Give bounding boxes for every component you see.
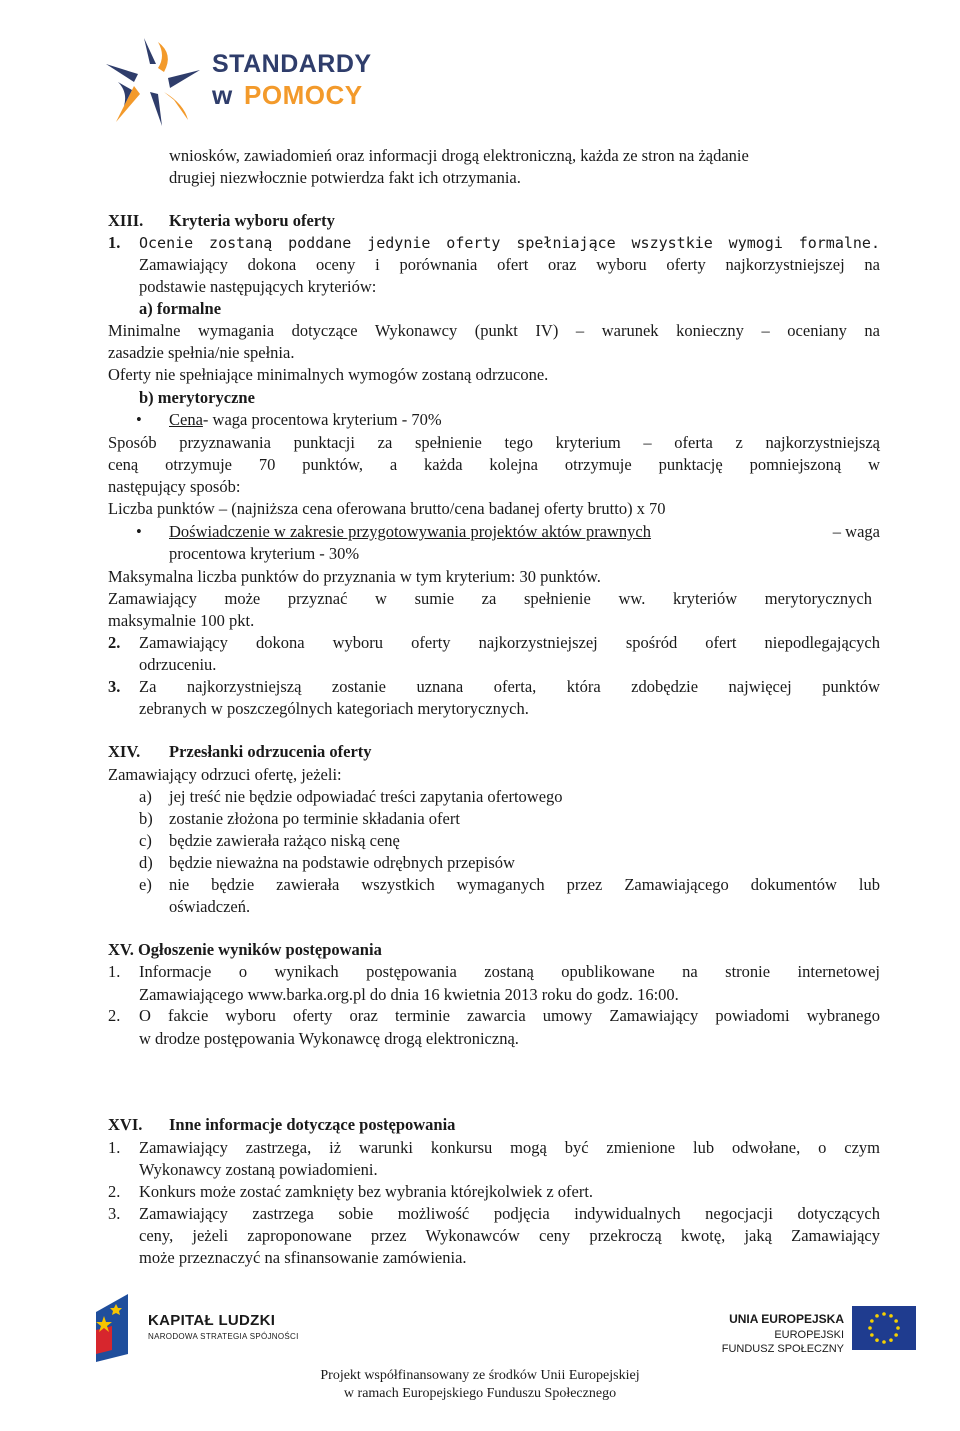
s14-item-e-marker: e) [139, 875, 152, 894]
criteria-a-line-3: Oferty nie spełniające minimalnych wymogów zostaną odrzucone. [108, 365, 549, 384]
eu-star [868, 1326, 872, 1330]
s14-item-d: będzie nieważna na podstawie odrębnych przepisów [169, 853, 515, 872]
s14-item-c-marker: c) [139, 831, 152, 850]
criterion-experience [169, 521, 880, 543]
eu-flag-icon [852, 1306, 916, 1350]
max-points-line-3: maksymalnie 100 pkt. [108, 611, 255, 630]
eu-star [896, 1326, 900, 1330]
s13-item-1-line-3: podstawie następujących kryteriów: [139, 277, 377, 296]
criterion-experience-name: Doświadczenie w zakresie przygotowywania projektów aktów prawnych [169, 522, 651, 541]
intro-line-2: drugiej niezwłocznie potwierdza fakt ich otrzymania. [169, 168, 521, 187]
s15-item-2-line-1: O fakcie wyboru oferty oraz terminie zawarcia umowy Zamawiający powiadomi wybranego [139, 1006, 880, 1025]
eu-star [889, 1338, 893, 1342]
s14-item-d-marker: d) [139, 853, 153, 872]
eu-star [875, 1314, 879, 1318]
eu-star [894, 1333, 898, 1337]
criterion-price-name: Cena [169, 410, 203, 429]
section-14-number: XIV. [108, 742, 141, 761]
bullet-icon: • [136, 410, 142, 429]
criterion-price-weight: - waga procentowa kryterium - 70% [202, 410, 442, 429]
s15-item-1-line-2: Zamawiającego www.barka.org.pl do dnia 16 kwietnia 2013 roku do godz. 16:00. [139, 985, 679, 1004]
s16-item-2-number: 2. [108, 1182, 121, 1201]
section-16-number: XVI. [108, 1115, 143, 1134]
bullet-icon: • [136, 522, 142, 541]
criterion-experience-line-2: procentowa kryterium - 30% [169, 544, 360, 563]
s13-item-1-line-2: Zamawiający dokona oceny i porównania ofert oraz wyboru oferty najkorzystniejszej na [139, 255, 880, 274]
eu-star [882, 1340, 886, 1344]
criteria-a-label: a) formalne [139, 299, 222, 318]
s16-item-1-number: 1. [108, 1138, 121, 1157]
s13-item-2-number: 2. [108, 633, 121, 652]
kapital-ludzki-title: KAPITAŁ LUDZKI [148, 1312, 276, 1329]
s15-item-1-line-1: Informacje o wynikach postępowania zostaną opublikowane na stronie internetowej [139, 962, 880, 981]
s15-item-1-number: 1. [108, 962, 121, 981]
intro-line-1: wniosków, zawiadomień oraz informacji drogą elektroniczną, każda ze stron na żądanie [169, 146, 749, 165]
section-15-title: XV. Ogłoszenie wyników postępowania [108, 940, 382, 959]
s13-item-3-number: 3. [108, 677, 121, 696]
eu-subtitle-1: EUROPEJSKI [774, 1329, 844, 1341]
criterion-price [169, 409, 442, 431]
scoring-line-2: ceną otrzymuje 70 punktów, a każda kolejna otrzymuje punktację pomniejszoną w [108, 455, 880, 474]
s14-item-a: jej treść nie będzie odpowiadać treści zapytania ofertowego [169, 787, 563, 806]
s13-item-3-line-1: Za najkorzystniejszą zostanie uznana oferta, która zdobędzie najwięcej punktów [139, 677, 880, 696]
s16-item-3-line-1: Zamawiający zastrzega sobie możliwość podjęcia indywidualnych negocjacji dotyczących [139, 1204, 880, 1223]
eu-star [894, 1319, 898, 1323]
cofinancing-note-1: Projekt współfinansowany ze środków Unii Europejskiej [320, 1368, 640, 1383]
eu-star [875, 1338, 879, 1342]
section-16-title: Inne informacje dotyczące postępowania [169, 1115, 456, 1134]
scoring-formula: Liczba punktów – (najniższa cena oferowana brutto/cena badanej oferty brutto) x 70 [108, 499, 666, 518]
section-13-number: XIII. [108, 211, 144, 230]
document-body [108, 0, 880, 1431]
s14-item-b: zostanie złożona po terminie składania ofert [169, 809, 460, 828]
s14-item-a-marker: a) [139, 787, 152, 806]
kapital-ludzki-subtitle: NARODOWA STRATEGIA SPÓJNOŚCI [148, 1332, 299, 1341]
s16-item-1-line-2: Wykonawcy zostaną powiadomieni. [139, 1160, 378, 1179]
cofinancing-note-2: w ramach Europejskiego Funduszu Społecznego [343, 1386, 617, 1401]
kapital-ludzki-logo [92, 1292, 312, 1364]
criteria-a-line-1: Minimalne wymagania dotyczące Wykonawcy (punkt IV) – warunek konieczny – oceniany na [108, 321, 880, 340]
s15-item-2-number: 2. [108, 1006, 121, 1025]
s15-item-2-line-2: w drodze postępowania Wykonawcę drogą elektroniczną. [139, 1029, 519, 1048]
s13-item-1-line-1: Ocenie zostaną poddane jedynie oferty spełniające wszystkie wymogi formalne. [139, 234, 880, 252]
s14-item-e: nie będzie zawierała wszystkich wymaganych przez Zamawiającego dokumentów lub [169, 875, 880, 894]
s13-item-1-number: 1. [108, 233, 121, 252]
eu-star [882, 1312, 886, 1316]
eu-star [889, 1314, 893, 1318]
criteria-b-label: b) merytoryczne [139, 388, 255, 407]
s14-item-b-marker: b) [139, 809, 153, 828]
s16-item-3-line-2: ceny, jeżeli zaproponowane przez Wykonawców ceny przekroczą kwotę, jaką Zamawiający [139, 1226, 880, 1245]
scoring-line-1: Sposób przyznawania punktacji za spełnienie tego kryterium – oferta z najkorzystniejszą [108, 433, 880, 452]
logo-standardy-text: STANDARDY [212, 50, 372, 78]
criterion-experience-weight: – waga [832, 522, 880, 541]
eu-star [870, 1319, 874, 1323]
s16-item-3-line-3: może przeznaczyć na sfinansowanie zamówienia. [139, 1248, 467, 1267]
s13-item-3-line-2: zebranych w poszczególnych kategoriach merytorycznych. [139, 699, 529, 718]
criteria-a-line-2: zasadzie spełnia/nie spełnia. [108, 343, 295, 362]
eu-logo [716, 1294, 916, 1364]
logo-pomocy-text: POMOCY [244, 80, 363, 110]
s14-intro: Zamawiający odrzuci ofertę, jeżeli: [108, 765, 342, 784]
eu-subtitle-2: FUNDUSZ SPOŁECZNY [721, 1343, 844, 1355]
s13-item-2-line-1: Zamawiający dokona wyboru oferty najkorzystniejszej spośród ofert niepodlegających [139, 633, 880, 652]
s13-item-2-line-2: odrzuceniu. [139, 655, 217, 674]
scoring-line-3: następujący sposób: [108, 477, 241, 496]
max-points-line-1: Maksymalna liczba punktów do przyznania w tym kryterium: 30 punktów. [108, 567, 601, 586]
logo-w-text: w [212, 80, 233, 110]
s14-item-e-line-2: oświadczeń. [169, 897, 251, 916]
section-13-title: Kryteria wyboru oferty [169, 211, 335, 230]
s16-item-3-number: 3. [108, 1204, 121, 1223]
eu-title: UNIA EUROPEJSKA [729, 1312, 844, 1326]
section-14-title: Przesłanki odrzucenia oferty [169, 742, 372, 761]
s16-item-1-line-1: Zamawiający zastrzega, iż warunki konkursu mogą być zmienione lub odwołane, o czym [139, 1138, 880, 1157]
s16-item-2-line-1: Konkurs może zostać zamknięty bez wybrania którejkolwiek z ofert. [139, 1182, 594, 1201]
max-points-line-2: Zamawiający może przyznać w sumie za spełnienie ww. kryteriów merytorycznych [108, 589, 872, 608]
s14-item-c: będzie zawierała rażąco niską cenę [169, 831, 400, 850]
eu-star [870, 1333, 874, 1337]
kapital-ludzki-emblem-icon [92, 1292, 136, 1364]
